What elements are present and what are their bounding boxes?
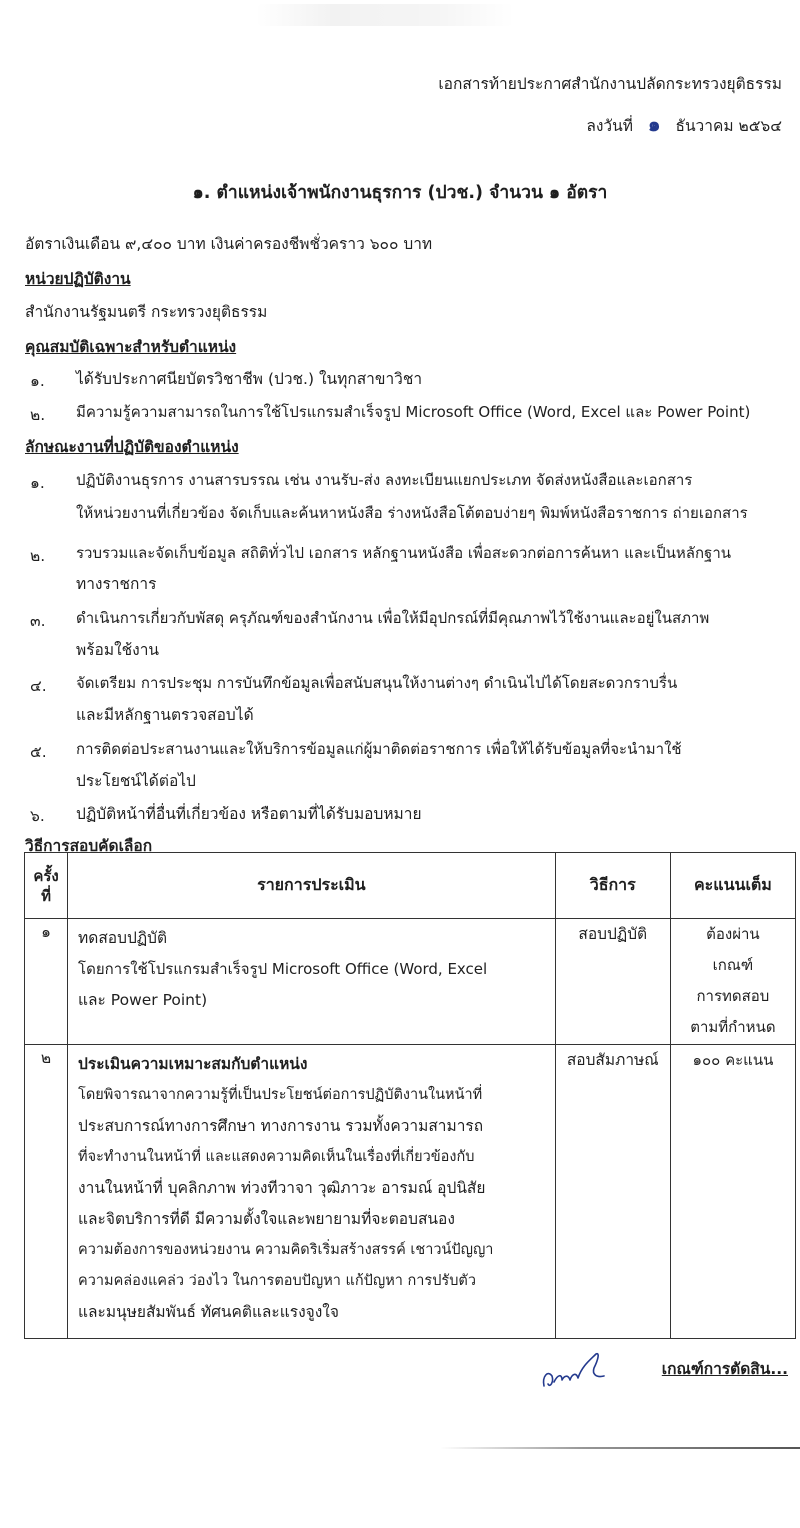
assessment-line: ความต้องการของหน่วยงาน ความคิดริเริ่มสร้างสรรค์ เชาวน์ปัญญา	[78, 1242, 494, 1258]
duty-line: ทางราชการ	[76, 575, 157, 593]
column-method: วิธีการ	[555, 853, 670, 919]
table-row	[25, 919, 796, 1045]
qualification-number: ๑.	[30, 372, 45, 390]
assessment-line: งานในหน้าที่ บุคลิกภาพ ท่วงทีวาจา วุฒิภาวะ อารมณ์ อุปนิสัย	[78, 1179, 486, 1197]
unit-text: สำนักงานรัฐมนตรี กระทรวงยุติธรรม	[25, 303, 268, 321]
qualification-number: ๒.	[30, 406, 46, 424]
score-cell	[670, 1045, 795, 1339]
duty-number: ๕.	[30, 743, 47, 761]
duty-line: พร้อมใช้งาน	[76, 641, 160, 659]
assessment-line: และจิตบริการที่ดี มีความตั้งใจและพยายามที่จะตอบสนอง	[78, 1210, 455, 1228]
score-cell	[670, 919, 795, 1045]
page-edge-shadow	[440, 1447, 800, 1449]
assessment-line: โดยพิจารณาจากความรู้ที่เป็นประโยชน์ต่อการปฏิบัติงานในหน้าที่	[78, 1087, 483, 1103]
assessment-line: ความคล่องแคล่ว ว่องไว ในการตอบปัญหา แก้ปัญหา การปรับตัว	[78, 1273, 476, 1289]
duty-number: ๖.	[30, 807, 45, 825]
assessment-line: ประสบการณ์ทางการศึกษา ทางการงาน รวมทั้งความสามารถ	[78, 1117, 484, 1135]
duty-number: ๒.	[30, 547, 46, 565]
qualifications-heading: คุณสมบัติเฉพาะสำหรับตำแหน่ง	[25, 338, 237, 356]
document-date	[586, 108, 782, 140]
duty-line: ปฏิบัติงานธุรการ งานสารบรรณ เช่น งานรับ-ส่ง ลงทะเบียนแยกประเภท จัดส่งหนังสือและเอกสาร	[76, 471, 693, 489]
duty-line: จัดเตรียม การประชุม การบันทึกข้อมูลเพื่อสนับสนุนให้งานต่างๆ ดำเนินไปได้โดยสะดวกราบรื่น	[76, 674, 678, 692]
faint-header-mark	[255, 4, 515, 26]
table-row	[25, 1045, 796, 1339]
date-prefix: ลงวันที่	[586, 117, 633, 135]
position-title: ๑. ตำแหน่งเจ้าพนักงานธุรการ (ปวช.) จำนวน ๑ อัตรา	[192, 183, 608, 203]
qualification-item: ได้รับประกาศนียบัตรวิชาชีพ (ปวช.) ในทุกสาขาวิชา	[76, 370, 423, 388]
column-round: ครั้ง ที่	[25, 853, 68, 919]
score-line: การทดสอบ	[696, 987, 770, 1005]
duty-line: รวบรวมและจัดเก็บข้อมูล สถิติทั่วไป เอกสาร หลักฐานหนังสือ เพื่อสะดวกต่อการค้นหา และเป็นหลักฐาน	[76, 544, 732, 562]
column-full-score: คะแนนเต็ม	[670, 853, 795, 919]
duty-number: ๑.	[30, 474, 45, 492]
duty-line: ให้หน่วยงานที่เกี่ยวข้อง จัดเก็บและค้นหาหนังสือ ร่างหนังสือโต้ตอบง่ายๆ พิมพ์หนังสือราชการ ถ่ายเอกสาร	[76, 504, 748, 522]
unit-heading: หน่วยปฏิบัติงาน	[25, 270, 131, 288]
salary-line: อัตราเงินเดือน ๙,๔๐๐ บาท เงินค่าครองชีพชั่วคราว ๖๐๐ บาท	[25, 235, 433, 253]
duty-line: การติดต่อประสานงานและให้บริการข้อมูลแก่ผู้มาติดต่อราชการ เพื่อให้ได้รับข้อมูลที่จะนำมาใช้	[76, 740, 682, 758]
score-line: ต้องผ่าน	[706, 925, 760, 943]
score-line: เกณฑ์	[712, 956, 754, 974]
assessment-cell	[68, 919, 556, 1045]
duty-line: ดำเนินการเกี่ยวกับพัสดุ ครุภัณฑ์ของสำนักงาน เพื่อให้มีอุปกรณ์ที่มีคุณภาพไว้ใช้งานและอยู่ในสภาพ	[76, 609, 710, 627]
row-number: ๒	[25, 1045, 68, 1339]
assessment-line: ประเมินความเหมาะสมกับตำแหน่ง	[78, 1055, 308, 1073]
duty-number: ๓.	[30, 612, 46, 630]
qualification-item: มีความรู้ความสามารถในการใช้โปรแกรมสำเร็จรูป Microsoft Office (Word, Excel และ Power Point)	[76, 403, 751, 421]
duty-line: ปฏิบัติหน้าที่อื่นที่เกี่ยวข้อง หรือตามที่ได้รับมอบหมาย	[76, 805, 422, 823]
assessment-line: และ Power Point)	[78, 991, 208, 1009]
duty-line: และมีหลักฐานตรวจสอบได้	[76, 706, 254, 724]
continued-next-page: เกณฑ์การตัดสิน...	[661, 1360, 788, 1378]
assessment-line: ทดสอบปฏิบัติ	[78, 929, 168, 947]
method-cell: สอบสัมภาษณ์	[555, 1045, 670, 1339]
assessment-cell	[68, 1045, 556, 1339]
document-reference: เอกสารท้ายประกาศสำนักงานปลัดกระทรวงยุติธรรม	[438, 75, 782, 93]
date-month-year: ธันวาคม ๒๕๖๔	[675, 117, 782, 135]
assessment-line: ที่จะทำงานในหน้าที่ และแสดงความคิดเห็นในเรื่องที่เกี่ยวข้องกับ	[78, 1149, 475, 1165]
assessment-line: และมนุษยสัมพันธ์ ทัศนคติและแรงจูงใจ	[78, 1303, 339, 1321]
handwritten-signature-icon	[538, 1346, 608, 1394]
selection-heading: วิธีการสอบคัดเลือก	[25, 837, 153, 855]
row-number: ๑	[25, 919, 68, 1045]
assessment-line: โดยการใช้โปรแกรมสำเร็จรูป Microsoft Office (Word, Excel	[78, 960, 488, 978]
duties-heading: ลักษณะงานที่ปฏิบัติของตำแหน่ง	[25, 438, 239, 456]
method-cell: สอบปฏิบัติ	[555, 919, 670, 1045]
score-line: ๑๐๐ คะแนน	[692, 1051, 774, 1069]
date-day-handwritten: ๑	[647, 112, 661, 136]
duty-number: ๔.	[30, 677, 47, 695]
table-header-row	[25, 853, 796, 919]
score-line: ตามที่กำหนด	[690, 1018, 776, 1036]
selection-table	[24, 852, 796, 1339]
duty-line: ประโยชน์ได้ต่อไป	[76, 772, 196, 790]
column-assessment: รายการประเมิน	[68, 853, 556, 919]
